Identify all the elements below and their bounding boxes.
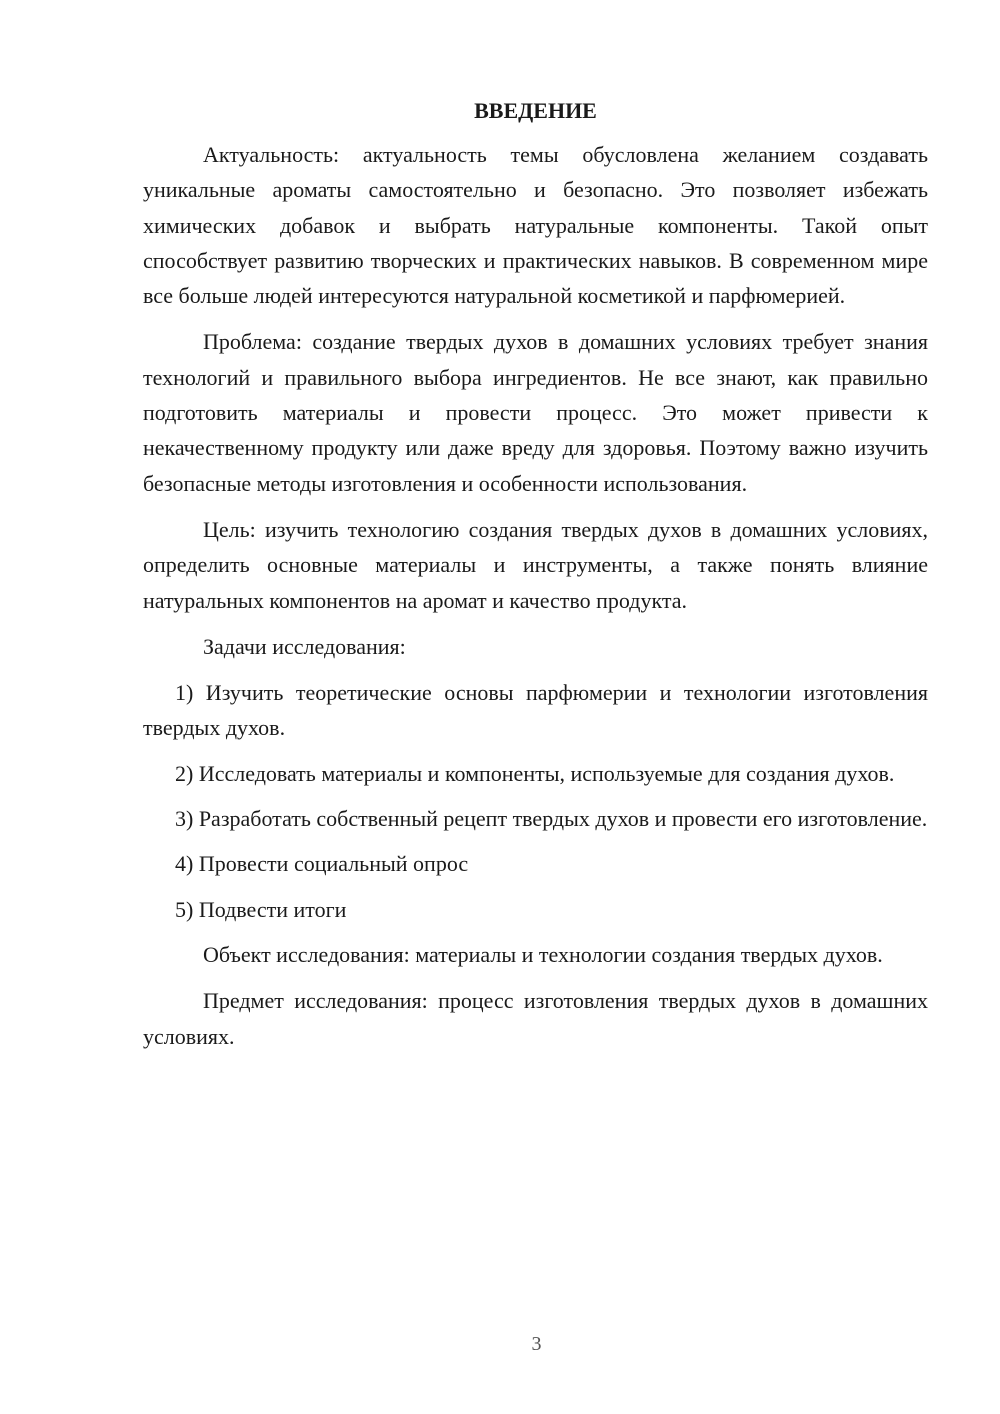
task-item-1: 1) Изучить теоретические основы парфюмерии и технологии изготовления твердых духов. [143,680,928,741]
page-number: 3 [531,1333,542,1355]
research-subject-paragraph: Предмет исследования: процесс изготовления твердых духов в домашних условиях. [143,988,928,1049]
task-item-2: 2) Исследовать материалы и компоненты, используемые для создания духов. [175,760,895,786]
problem-paragraph: Проблема: создание твердых духов в домашних условиях требует знания технологий и правильного выбора ингредиентов. Не все знают, как правильно подготовить материалы и провести процесс. Это может привести к некачественному продукту или даже вреду для здоровья. Поэтому важно изучить безопасные методы изготовления и особенности использования. [143,329,928,496]
research-object-paragraph: Объект исследования: материалы и технологии создания твердых духов. [203,941,883,967]
task-item-3: 3) Разработать собственный рецепт твердых духов и провести его изготовление. [175,806,928,832]
document-page [143,96,928,1065]
task-item-5: 5) Подвести итоги [175,896,347,922]
goal-paragraph: Цель: изучить технологию создания твердых духов в домашних условиях, определить основные материалы и инструменты, а также понять влияние натуральных компонентов на аромат и качество продукта. [143,516,928,613]
section-title: ВВЕДЕНИЕ [474,98,597,123]
relevance-paragraph: Актуальность: актуальность темы обусловлена желанием создавать уникальные ароматы самостоятельно и безопасно. Это позволяет избежать химических добавок и выбрать натуральные компоненты. Такой опыт способствует развитию творческих и практических навыков. В современном мире все больше людей интересуются натуральной косметикой и парфюмерией. [143,142,928,309]
task-item-4: 4) Провести социальный опрос [175,851,469,877]
tasks-heading: Задачи исследования: [203,633,406,659]
